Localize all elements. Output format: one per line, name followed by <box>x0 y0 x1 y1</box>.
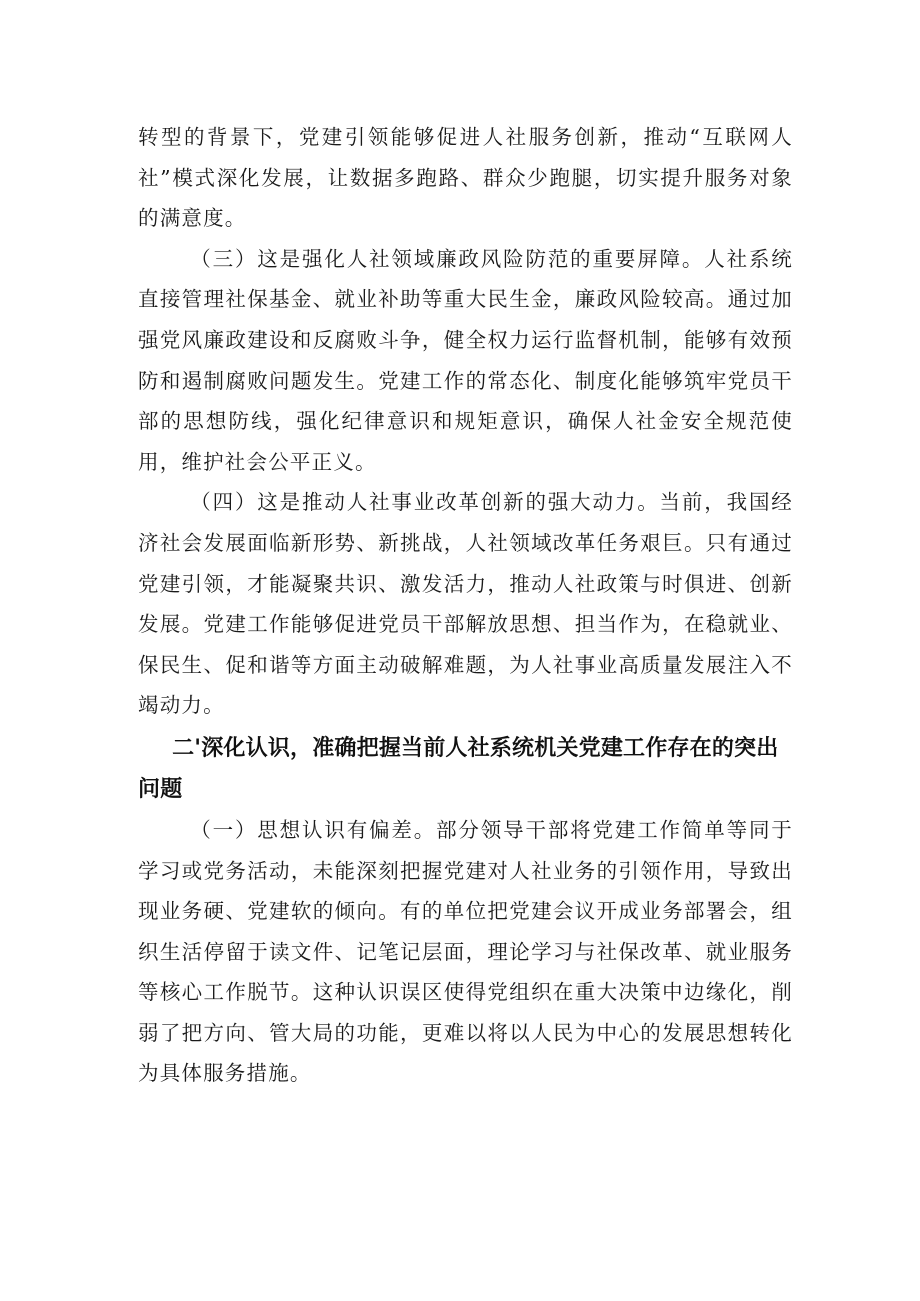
paragraph-four: （四）这是推动人社事业改革创新的强大动力。当前，我国经济社会发展面临新形势、新挑战，人社领域改革任务艰巨。只有通过党建引领，才能凝聚共识、激发活力，推动人社政策与时俱进、创新发展。党建工作能够促进党员干部解放思想、担当作为，在稳就业、保民生、促和谐等方面主动破解难题，为人社事业高质量发展注入不竭动力。 <box>138 490 793 718</box>
paragraph-continuation: 转型的背景下，党建引领能够促进人社服务创新，推动“互联网人社”模式深化发展，让数据多跑路、群众少跑腿，切实提升服务对象的满意度。 <box>138 125 793 231</box>
paragraph-three: （三）这是强化人社领域廉政风险防范的重要屏障。人社系统直接管理社保基金、就业补助等重大民生金，廉政风险较高。通过加强党风廉政建设和反腐败斗争，健全权力运行监督机制，能够有效预防和遏制腐败问题发生。党建工作的常态化、制度化能够筑牢党员干部的思想防线，强化纪律意识和规矩意识，确保人社金安全规范使用，维护社会公平正义。 <box>138 246 793 474</box>
section-heading: 二'深化认识，准确把握当前人社系统机关党建工作存在的突出问题 <box>138 735 779 802</box>
document-body <box>138 117 793 1094</box>
paragraph-section-one: （一）思想认识有偏差。部分领导干部将党建工作简单等同于学习或党务活动，未能深刻把握党建对人社业务的引领作用，导致出现业务硬、党建软的倾向。有的单位把党建会议开成业务部署会，组织生活停留于读文件、记笔记层面，理论学习与社保改革、就业服务等核心工作脱节。这种认识误区使得党组织在重大决策中边缘化，削弱了把方向、管大局的功能，更难以将以人民为中心的发展思想转化为具体服务措施。 <box>138 817 793 1086</box>
